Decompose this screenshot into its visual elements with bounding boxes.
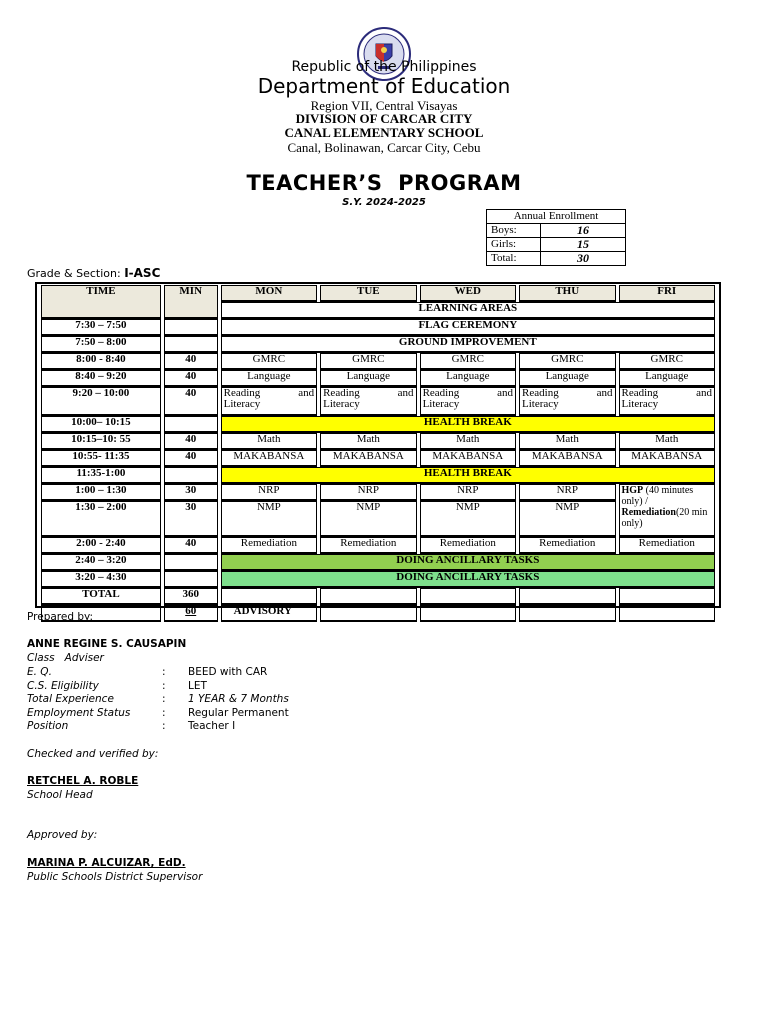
table-row — [41, 588, 715, 605]
info-colon: : — [162, 680, 166, 692]
column-header-min: MIN — [164, 285, 218, 319]
health-break-cell: HEALTH BREAK — [221, 416, 715, 433]
subject-cell: GMRC — [619, 353, 716, 370]
enrollment-heading: Annual Enrollment — [487, 210, 626, 224]
subject-cell: NRP — [221, 484, 317, 501]
subject-cell: Language — [519, 370, 615, 387]
subject-cell: NMP — [221, 501, 317, 537]
boys-label: Boys: — [487, 224, 541, 238]
school-head-role: School Head — [27, 789, 93, 801]
info-value: Regular Permanent — [188, 707, 289, 719]
info-key: E. Q. — [27, 666, 52, 678]
subject-cell: NRP — [519, 484, 615, 501]
flag-ceremony-cell: FLAG CEREMONY — [221, 319, 715, 336]
empty-cell — [519, 605, 615, 622]
time-cell: 1:30 – 2:00 — [41, 501, 161, 537]
table-row — [41, 501, 715, 537]
grade-section-label: Grade & Section: — [27, 267, 121, 280]
learning-areas-heading: LEARNING AREAS — [221, 302, 715, 319]
info-key: Total Experience — [27, 693, 114, 705]
subject-cell: Language — [619, 370, 716, 387]
supervisor-name: MARINA P. ALCUIZAR, EdD. — [27, 857, 186, 869]
subject-cell: NRP — [320, 484, 416, 501]
empty-cell — [619, 605, 716, 622]
empty-cell — [519, 588, 615, 605]
school-address: Canal, Bolinawan, Carcar City, Cebu — [287, 140, 481, 155]
column-header-tue: TUE — [320, 285, 416, 302]
subject-cell: GMRC — [519, 353, 615, 370]
subject-cell: MAKABANSA — [420, 450, 516, 467]
region-line: Region VII, Central Visayas — [310, 98, 458, 113]
table-row — [41, 605, 715, 622]
remediation-label: Remediation — [621, 507, 676, 518]
subject-cell: NRP — [420, 484, 516, 501]
min-cell: 40 — [164, 353, 218, 370]
subject-cell: Language — [420, 370, 516, 387]
min-cell — [164, 467, 218, 484]
min-cell — [164, 336, 218, 353]
subject-cell: Language — [221, 370, 317, 387]
info-value: LET — [188, 680, 207, 692]
info-colon: : — [162, 693, 166, 705]
ground-improvement-cell: GROUND IMPROVEMENT — [221, 336, 715, 353]
subject-cell: Reading and Literacy — [420, 387, 516, 416]
time-cell: 3:20 – 4:30 — [41, 571, 161, 588]
advisory-label-cell: ADVISORY — [221, 605, 317, 622]
subject-cell: GMRC — [420, 353, 516, 370]
info-value: Teacher I — [188, 720, 236, 732]
subject-cell: Math — [221, 433, 317, 450]
school-year: S.Y. 2024-2025 — [342, 197, 426, 208]
advisory-minutes-cell: 60 — [164, 605, 218, 622]
info-colon: : — [162, 666, 166, 678]
min-cell: 40 — [164, 370, 218, 387]
teacher-role: Class Adviser — [27, 652, 104, 664]
girls-label: Girls: — [487, 238, 541, 252]
fri-afternoon-cell — [619, 484, 716, 537]
min-cell — [164, 554, 218, 571]
subject-cell: NMP — [519, 501, 615, 537]
table-row — [41, 467, 715, 484]
subject-cell: Reading and Literacy — [519, 387, 615, 416]
time-cell: 11:35-1:00 — [41, 467, 161, 484]
subject-cell: Math — [519, 433, 615, 450]
subject-cell: NMP — [420, 501, 516, 537]
info-colon: : — [162, 707, 166, 719]
time-cell: 7:30 – 7:50 — [41, 319, 161, 336]
empty-cell — [619, 588, 716, 605]
info-key: Position — [27, 720, 69, 732]
school-name: CANAL ELEMENTARY SCHOOL — [284, 125, 484, 140]
table-row — [41, 336, 715, 353]
empty-cell — [420, 588, 516, 605]
table-row — [41, 353, 715, 370]
table-row — [41, 450, 715, 467]
subject-cell: Remediation — [619, 537, 716, 554]
subject-cell: Remediation — [420, 537, 516, 554]
time-cell: 9:20 – 10:00 — [41, 387, 161, 416]
subject-cell: GMRC — [221, 353, 317, 370]
total-label: Total: — [487, 252, 541, 266]
total-label-cell: TOTAL — [41, 588, 161, 605]
subject-cell: NMP — [320, 501, 416, 537]
subject-cell: MAKABANSA — [221, 450, 317, 467]
time-cell: 8:40 – 9:20 — [41, 370, 161, 387]
subject-cell: Reading and Literacy — [619, 387, 716, 416]
subject-cell: MAKABANSA — [519, 450, 615, 467]
subject-cell: Math — [320, 433, 416, 450]
column-header-fri: FRI — [619, 285, 716, 302]
table-row — [41, 554, 715, 571]
time-cell: 2:40 – 3:20 — [41, 554, 161, 571]
empty-cell — [320, 605, 416, 622]
time-cell: 10:55- 11:35 — [41, 450, 161, 467]
boys-count: 16 — [541, 224, 626, 238]
subject-cell: GMRC — [320, 353, 416, 370]
info-key: C.S. Eligibility — [27, 680, 99, 692]
total-minutes-cell: 360 — [164, 588, 218, 605]
table-row — [41, 537, 715, 554]
time-cell: 10:15–10: 55 — [41, 433, 161, 450]
time-cell: 8:00 - 8:40 — [41, 353, 161, 370]
column-header-mon: MON — [221, 285, 317, 302]
grade-section — [27, 266, 160, 280]
health-break-cell: HEALTH BREAK — [221, 467, 715, 484]
time-cell: 1:00 – 1:30 — [41, 484, 161, 501]
republic-line: Republic of the Philippines — [291, 59, 477, 75]
info-key: Employment Status — [27, 707, 131, 719]
checked-by-label: Checked and verified by: — [27, 748, 159, 760]
ancillary-tasks-cell: DOING ANCILLARY TASKS — [221, 571, 715, 588]
table-row — [41, 387, 715, 416]
min-cell: 40 — [164, 450, 218, 467]
ancillary-tasks-cell: DOING ANCILLARY TASKS — [221, 554, 715, 571]
hgp-note: (40 minutes only) / — [621, 485, 694, 507]
subject-cell: MAKABANSA — [320, 450, 416, 467]
subject-cell: Math — [420, 433, 516, 450]
hgp-label: HGP — [621, 485, 644, 496]
min-cell — [164, 319, 218, 336]
total-count: 30 — [541, 252, 626, 266]
column-header-time: TIME — [41, 285, 161, 319]
division-line: DIVISION OF CARCAR CITY — [295, 111, 473, 126]
subject-cell: Reading and Literacy — [221, 387, 317, 416]
subject-cell: MAKABANSA — [619, 450, 716, 467]
min-cell: 30 — [164, 501, 218, 537]
prepared-by-label: Prepared by: — [27, 611, 93, 623]
page-title: TEACHER’S PROGRAM — [246, 171, 522, 195]
info-value: 1 YEAR & 7 Months — [188, 693, 289, 705]
approved-by-label: Approved by: — [27, 829, 98, 841]
column-header-thu: THU — [519, 285, 615, 302]
remediation-note: (20 min only) — [621, 507, 708, 529]
subject-cell: Math — [619, 433, 716, 450]
schedule-table — [38, 285, 718, 622]
min-cell: 30 — [164, 484, 218, 501]
empty-cell — [320, 588, 416, 605]
min-cell — [164, 416, 218, 433]
table-row — [41, 571, 715, 588]
time-cell: 2:00 - 2:40 — [41, 537, 161, 554]
empty-cell — [221, 588, 317, 605]
subject-cell: Remediation — [320, 537, 416, 554]
time-cell: 7:50 – 8:00 — [41, 336, 161, 353]
teacher-name: ANNE REGINE S. CAUSAPIN — [27, 638, 187, 650]
enrollment-table — [486, 209, 626, 266]
table-row — [41, 484, 715, 501]
subject-cell: Reading and Literacy — [320, 387, 416, 416]
table-row — [41, 433, 715, 450]
grade-section-value: I-ASC — [124, 266, 161, 280]
min-cell: 40 — [164, 537, 218, 554]
department-name: Department of Education — [257, 74, 511, 98]
time-cell: 10:00– 10:15 — [41, 416, 161, 433]
info-value: BEED with CAR — [188, 666, 268, 678]
school-head-name: RETCHEL A. ROBLE — [27, 775, 139, 787]
supervisor-role: Public Schools District Supervisor — [27, 871, 203, 883]
min-cell: 40 — [164, 433, 218, 450]
subject-cell: Language — [320, 370, 416, 387]
empty-cell — [420, 605, 516, 622]
min-cell — [164, 571, 218, 588]
schedule-frame — [35, 282, 721, 617]
table-row — [41, 416, 715, 433]
min-cell: 40 — [164, 387, 218, 416]
subject-cell: Remediation — [519, 537, 615, 554]
column-header-wed: WED — [420, 285, 516, 302]
table-row — [41, 319, 715, 336]
info-colon: : — [162, 720, 166, 732]
girls-count: 15 — [541, 238, 626, 252]
subject-cell: Remediation — [221, 537, 317, 554]
table-row — [41, 370, 715, 387]
